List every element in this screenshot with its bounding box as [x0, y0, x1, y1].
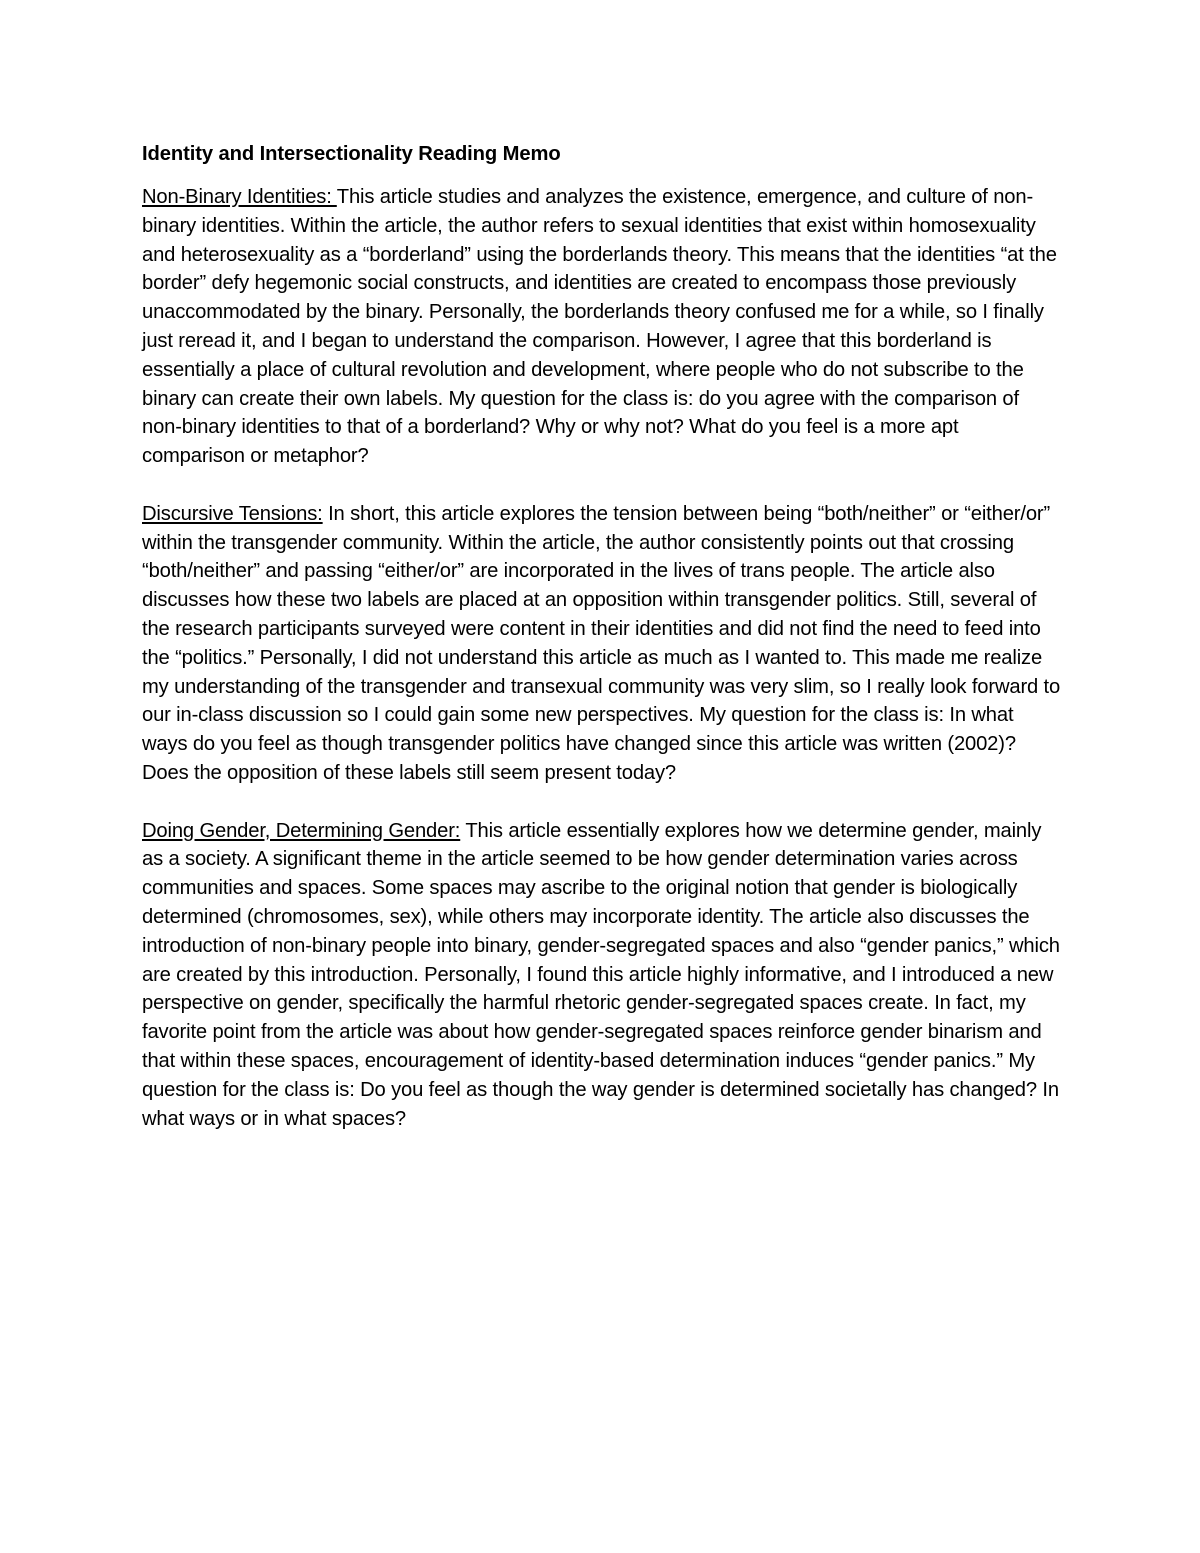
section-body: This article essentially explores how we determine gender, mainly as a society. A significant theme in the article seemed to be how gender determination varies across communities and spaces. Some spaces may ascribe to the original notion that gender is biologically determined (chromosomes, sex), while others may incorporate identity. The article also discusses the introduction of non-binary people into binary, gender-segregated spaces and also “gender panics,” which are created by this introduction. Personally, I found this article highly informative, and I introduced a new perspective on gender, specifically the harmful rhetoric gender-segregated spaces create. In fact, my favorite point from the article was about how gender-segregated spaces reinforce gender binarism and that within these spaces, encouragement of identity-based determination induces “gender panics.” My question for the class is: Do you feel as though the way gender is determined societally has changed? In what ways or in what spaces? [142, 819, 1060, 1130]
document-title: Identity and Intersectionality Reading Memo [142, 143, 561, 165]
section-discursive-tensions [142, 500, 1062, 788]
section-heading: Doing Gender, Determining Gender: [142, 819, 461, 842]
section-heading: Discursive Tensions: [142, 502, 323, 525]
section-body: This article studies and analyzes the existence, emergence, and culture of non-binary identities. Within the article, the author refers to sexual identities that exist within homosexuality and heterosexuality as a “borderland” using the borderlands theory. This means that the identities “at the border” defy hegemonic social constructs, and identities are created to encompass those previously unaccommodated by the binary. Personally, the borderlands theory confused me for a while, so I finally just reread it, and I began to understand the comparison. However, I agree that this borderland is essentially a place of cultural revolution and development, where people who do not subscribe to the binary can create their own labels. My question for the class is: do you agree with the comparison of non-binary identities to that of a borderland? Why or why not? What do you feel is a more apt comparison or metaphor? [142, 186, 1057, 468]
section-non-binary-identities [142, 183, 1062, 471]
section-heading: Non-Binary Identities: [142, 186, 337, 208]
section-doing-gender [142, 817, 1062, 1134]
section-body: In short, this article explores the tension between being “both/neither” or “either/or” within the transgender community. Within the article, the author consistently points out that crossing “both/neither” and passing “either/or” are incorporated in the lives of trans people. The article also discusses how these two labels are placed at an opposition within transgender politics. Still, several of the research participants surveyed were content in their identities and did not find the need to feed into the “politics.” Personally, I did not understand this article as much as I wanted to. This made me realize my understanding of the transgender and transexual community was very slim, so I really look forward to our in-class discussion so I could gain some new perspectives. My question for the class is: In what ways do you feel as though transgender politics have changed since this article was written (2002)? Does the opposition of these labels still seem present today? [142, 502, 1061, 784]
document-page [142, 140, 1062, 1162]
